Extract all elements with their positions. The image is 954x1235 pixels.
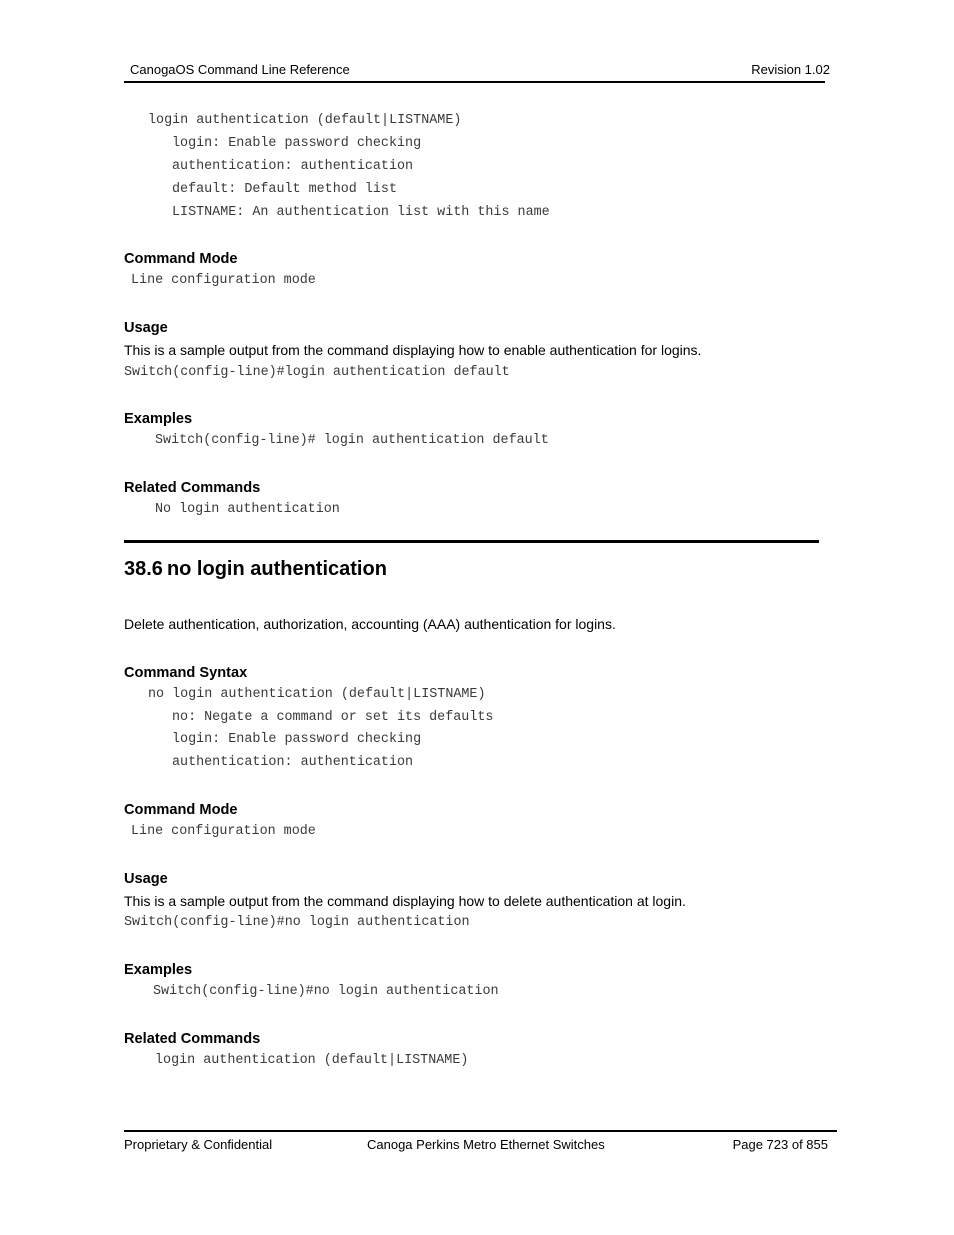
related-command: No login authentication [155,502,340,517]
example-code: Switch(config-line)#no login authentication [153,984,499,999]
section-rule [124,540,819,543]
section-title: no login authentication [166,558,387,580]
related-command: login authentication (default|LISTNAME) [155,1053,469,1068]
syntax-line: authentication: authentication [172,755,414,770]
command-mode-text: Line configuration mode [131,273,316,288]
syntax-line: no login authentication (default|LISTNAME) [148,687,486,702]
command-syntax-heading: Command Syntax [124,665,248,681]
command-mode-heading: Command Mode [124,251,238,267]
examples-heading: Examples [124,962,193,978]
section-heading [124,557,387,581]
footer-rule [124,1130,837,1132]
syntax-line: LISTNAME: An authentication list with this name [172,205,550,220]
section-description: Delete authentication, authorization, accounting (AAA) authentication for logins. [124,616,616,632]
header-title: CanogaOS Command Line Reference [130,62,350,77]
syntax-line: default: Default method list [172,182,397,197]
related-commands-heading: Related Commands [124,480,261,496]
syntax-line: login: Enable password checking [172,136,422,151]
usage-text: This is a sample output from the command displaying how to enable authentication for logins. [124,342,702,358]
examples-heading: Examples [124,411,193,427]
usage-text: This is a sample output from the command displaying how to delete authentication at login. [124,893,686,909]
header-rule [124,81,825,83]
syntax-line: authentication: authentication [172,159,414,174]
command-mode-text: Line configuration mode [131,824,316,839]
syntax-line: login authentication (default|LISTNAME) [148,113,462,128]
usage-code: Switch(config-line)#no login authentication [124,915,470,930]
command-mode-heading: Command Mode [124,802,238,818]
usage-heading: Usage [124,320,168,336]
syntax-line: no: Negate a command or set its defaults [172,710,494,725]
footer-left: Proprietary & Confidential [124,1137,273,1152]
footer-center: Canoga Perkins Metro Ethernet Switches [367,1137,605,1152]
example-code: Switch(config-line)# login authentication default [155,433,549,448]
related-commands-heading: Related Commands [124,1031,261,1047]
header-revision: Revision 1.02 [751,62,830,77]
syntax-line: login: Enable password checking [172,732,422,747]
section-number: 38.6 [124,558,163,580]
page-number: Page 723 of 855 [732,1137,828,1152]
usage-heading: Usage [124,871,168,887]
usage-code: Switch(config-line)#login authentication default [124,365,510,380]
